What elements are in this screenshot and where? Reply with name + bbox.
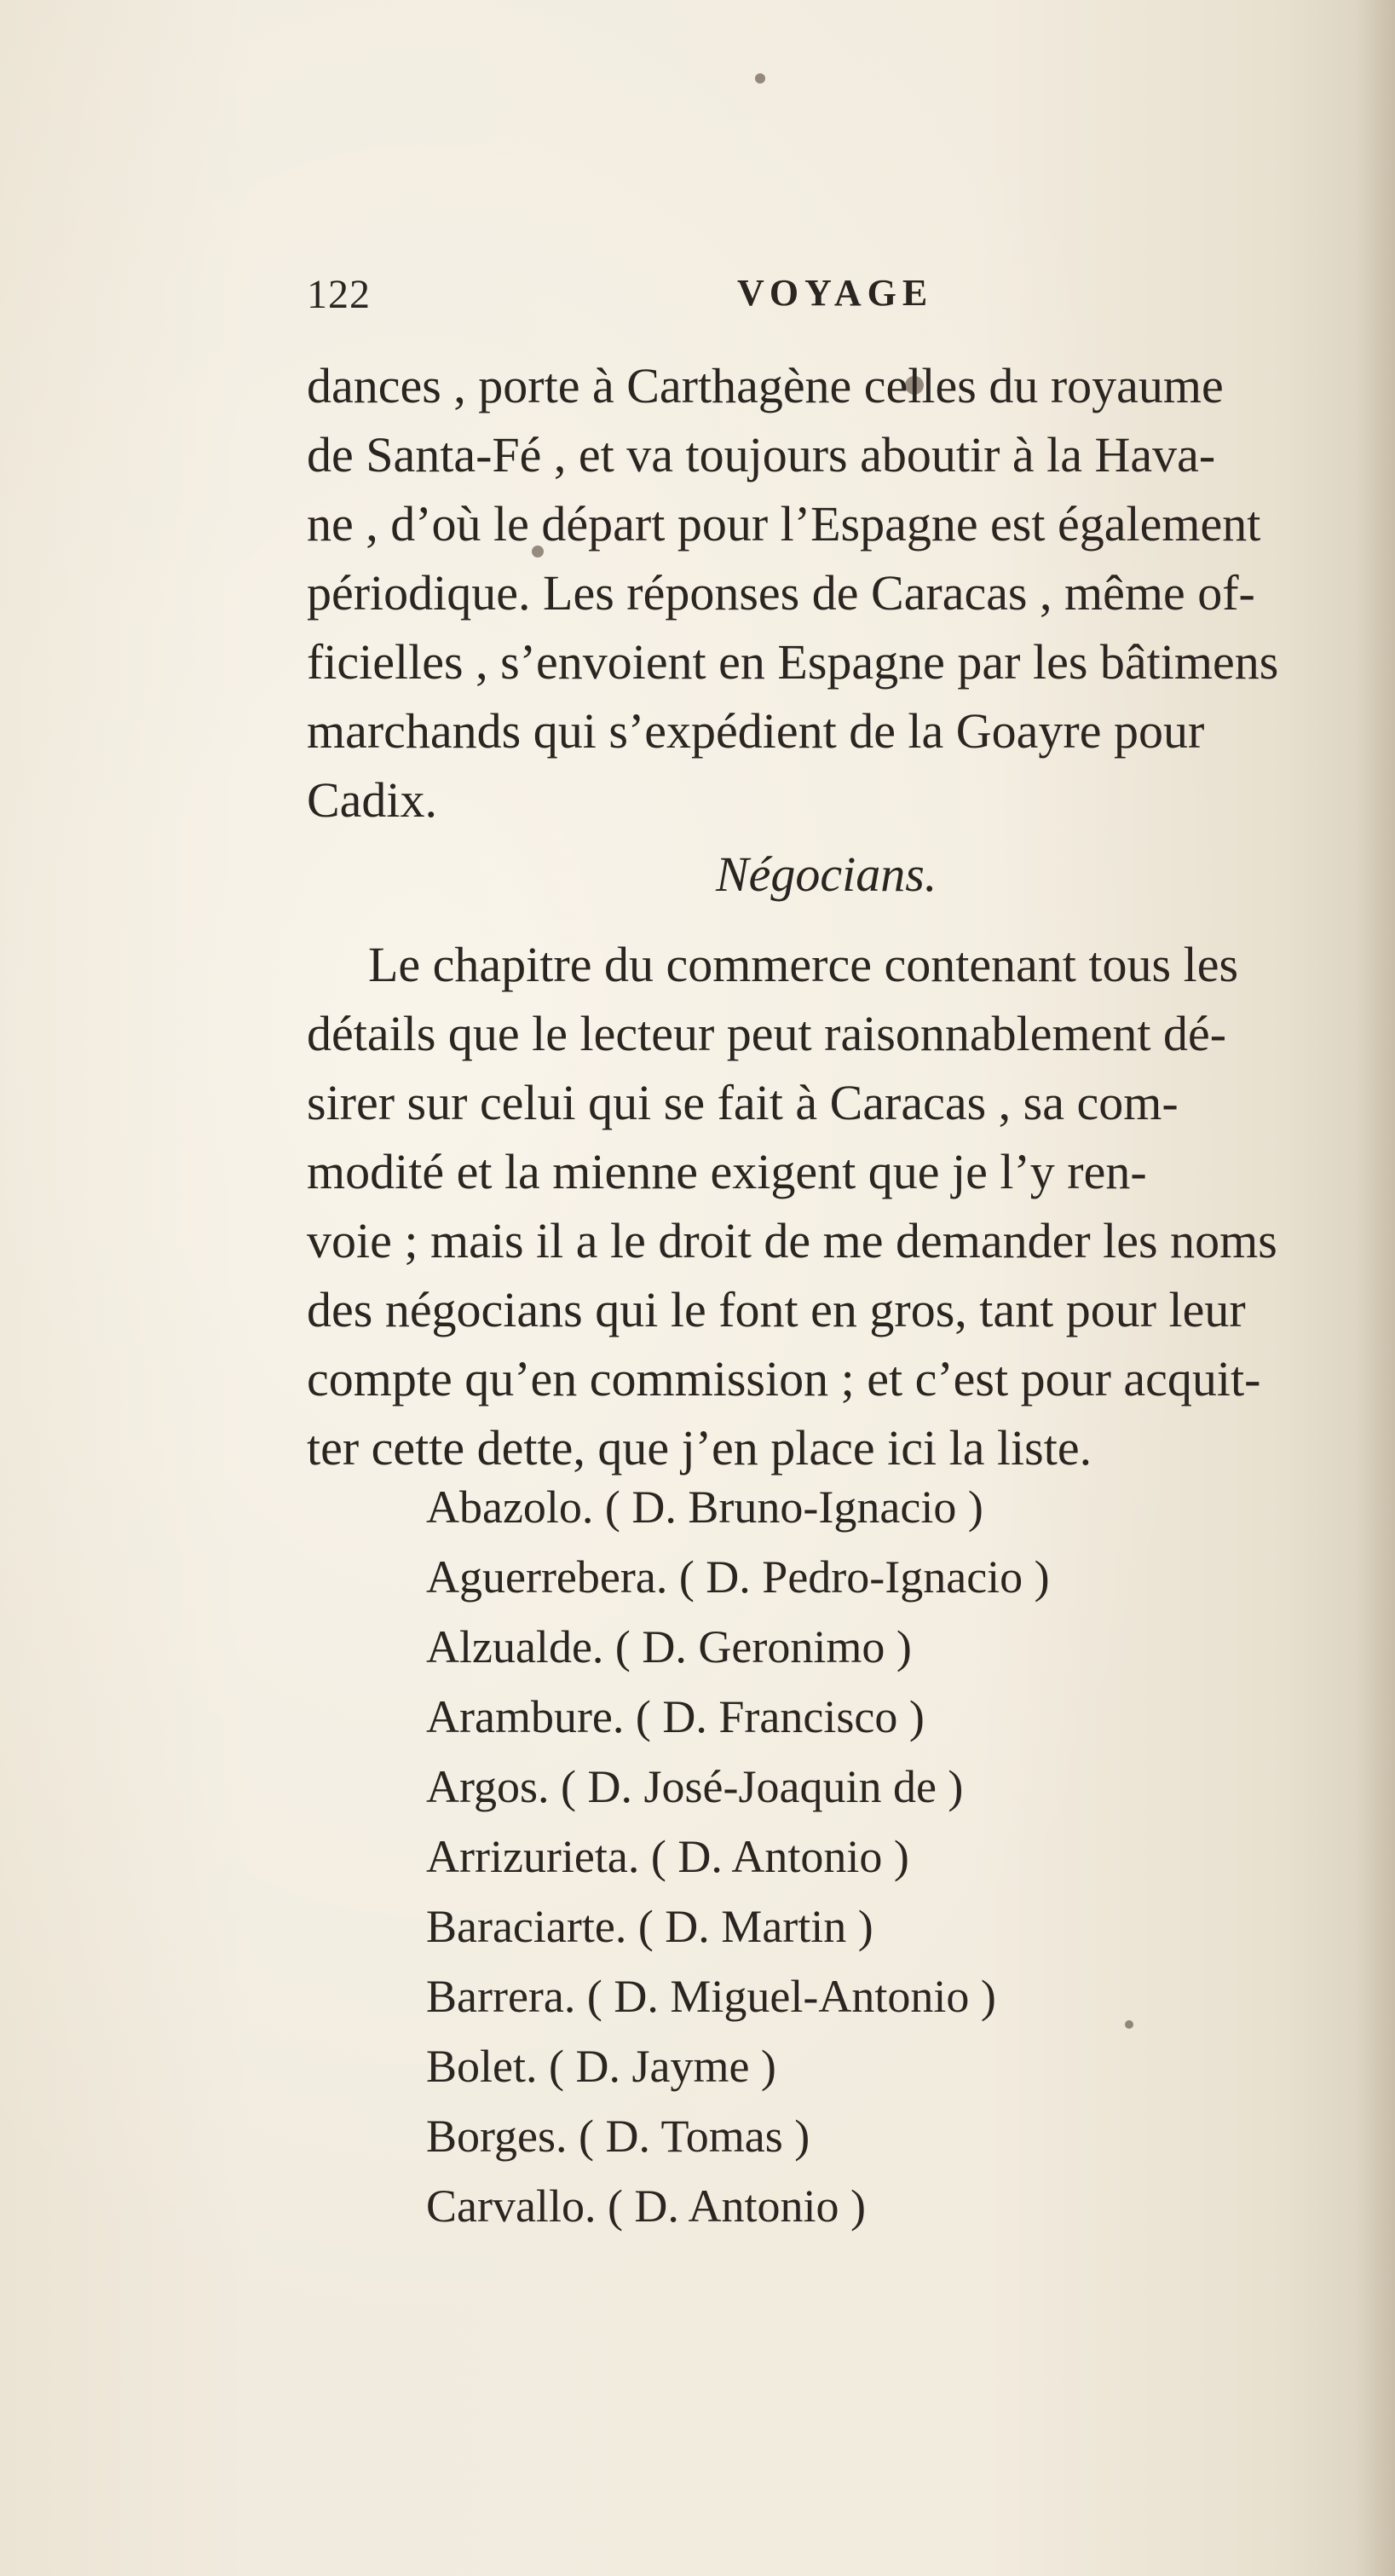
list-item: Baraciarte. ( D. Martin ) [426, 1901, 873, 1952]
section-heading: Négocians. [716, 846, 937, 902]
list-item: Arrizurieta. ( D. Antonio ) [426, 1831, 909, 1882]
list-item: Bolet. ( D. Jayme ) [426, 2041, 776, 2092]
text-line: Cadix. [307, 772, 438, 828]
body-text [307, 351, 1381, 1482]
text-line: des négocians qui le font en gros, tant pour leur [307, 1282, 1246, 1337]
text-line: Le chapitre du commerce contenant tous les [368, 937, 1239, 992]
running-title: VOYAGE [737, 272, 934, 314]
list-item: Borges. ( D. Tomas ) [426, 2111, 810, 2162]
list-item: Carvallo. ( D. Antonio ) [426, 2180, 866, 2232]
text-line: compte qu’en commission ; et c’est pour acquit- [307, 1351, 1261, 1406]
text-line: ter cette dette, que j’en place ici la liste. [307, 1420, 1092, 1476]
list-item: Abazolo. ( D. Bruno-Ignacio ) [426, 1481, 983, 1533]
text-line: détails que le lecteur peut raisonnablement dé- [307, 1006, 1227, 1061]
list-item: Barrera. ( D. Miguel-Antonio ) [426, 1971, 996, 2022]
list-item: Argos. ( D. José-Joaquin de ) [426, 1761, 964, 1812]
text-line: ne , d’où le départ pour l’Espagne est également [307, 496, 1261, 552]
text-line: de Santa-Fé , et va toujours aboutir à la Hava- [307, 427, 1216, 482]
list-item: Aguerrebera. ( D. Pedro-Ignacio ) [426, 1551, 1050, 1603]
list-item: Arambure. ( D. Francisco ) [426, 1691, 925, 1742]
text-line: voie ; mais il a le droit de me demander les noms [307, 1213, 1277, 1268]
ink-spot [755, 73, 765, 84]
list-item: Alzualde. ( D. Geronimo ) [426, 1621, 912, 1672]
merchant-list [426, 1472, 1193, 2241]
spacer [307, 915, 1381, 930]
page-number: 122 [307, 272, 371, 317]
page-header [307, 271, 1023, 331]
text-line: sirer sur celui qui se fait à Caracas , sa com- [307, 1075, 1179, 1130]
text-line: marchands qui s’expédient de la Goayre pour [307, 703, 1205, 759]
text-line: ficielles , s’envoient en Espagne par les bâtimens [307, 634, 1279, 690]
text-line: périodique. Les réponses de Caracas , même of- [307, 565, 1255, 621]
text-line: dances , porte à Carthagène celles du royaume [307, 358, 1224, 413]
text-line: modité et la mienne exigent que je l’y ren- [307, 1144, 1147, 1199]
